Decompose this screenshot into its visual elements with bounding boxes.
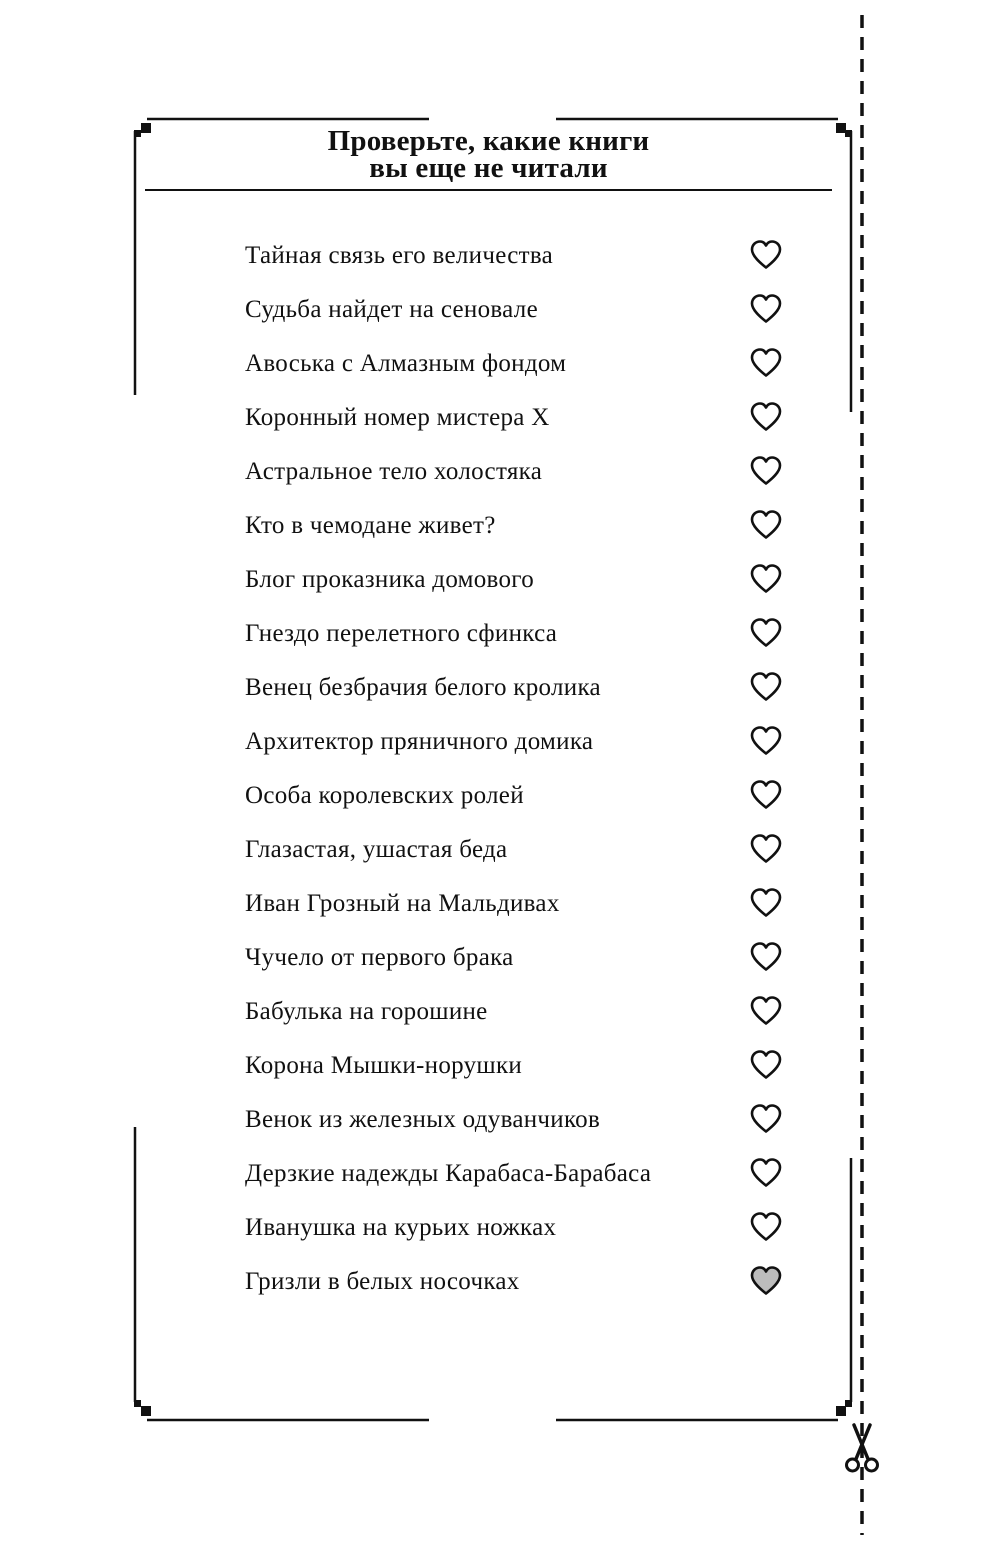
book-title: Тайная связь его величества [245, 242, 554, 269]
heart-icon[interactable] [749, 1103, 783, 1134]
book-title: Иванушка на курьих ножках [245, 1214, 557, 1241]
book-title: Гнездо перелетного сфинкса [245, 620, 558, 647]
book-title: Дерзкие надежды Карабаса-Барабаса [245, 1160, 652, 1187]
heart-icon[interactable] [749, 1049, 783, 1080]
book-row [245, 769, 805, 823]
heart-icon[interactable] [749, 563, 783, 594]
book-title: Бабулька на горошине [245, 998, 488, 1025]
heart-icon[interactable] [749, 293, 783, 324]
title-line-1: Проверьте, какие книги [327, 125, 650, 157]
book-row [245, 229, 805, 283]
book-title: Блог проказника домового [245, 566, 535, 593]
book-title: Иван Грозный на Мальдивах [245, 890, 560, 917]
book-title: Кто в чемодане живет? [245, 512, 496, 539]
book-row [245, 1147, 805, 1201]
heart-icon[interactable] [749, 401, 783, 432]
book-row [245, 1201, 805, 1255]
book-title: Венец безбрачия белого кролика [245, 674, 601, 701]
book-row [245, 553, 805, 607]
book-title: Гризли в белых носочках [245, 1268, 520, 1295]
heart-icon[interactable] [749, 239, 783, 270]
book-title: Особа королевских ролей [245, 782, 524, 809]
page-title [145, 125, 832, 184]
book-title: Авоська с Алмазным фондом [245, 350, 567, 377]
scissors-icon [843, 1423, 881, 1475]
book-title: Судьба найдет на сеновале [245, 296, 538, 323]
heart-icon[interactable] [749, 995, 783, 1026]
heart-icon[interactable] [749, 671, 783, 702]
book-row [245, 823, 805, 877]
book-row [245, 1255, 805, 1309]
book-row [245, 931, 805, 985]
book-row [245, 391, 805, 445]
book-title: Коронный номер мистера Х [245, 404, 550, 431]
heart-icon[interactable] [749, 1211, 783, 1242]
heart-icon[interactable] [749, 347, 783, 378]
heart-icon[interactable] [749, 1157, 783, 1188]
book-list [245, 229, 805, 1309]
book-row [245, 607, 805, 661]
book-row [245, 661, 805, 715]
book-row [245, 337, 805, 391]
book-row [245, 1093, 805, 1147]
heart-icon[interactable] [749, 1265, 783, 1296]
heart-icon[interactable] [749, 725, 783, 756]
heart-icon[interactable] [749, 455, 783, 486]
book-row [245, 499, 805, 553]
book-row [245, 877, 805, 931]
heart-icon[interactable] [749, 941, 783, 972]
book-title: Астральное тело холостяка [245, 458, 543, 485]
heart-icon[interactable] [749, 509, 783, 540]
book-title: Корона Мышки-норушки [245, 1052, 523, 1079]
book-row [245, 715, 805, 769]
book-title: Архитектор пряничного домика [245, 728, 594, 755]
book-row [245, 1039, 805, 1093]
heart-icon[interactable] [749, 833, 783, 864]
heart-icon[interactable] [749, 779, 783, 810]
book-row [245, 985, 805, 1039]
heart-icon[interactable] [749, 617, 783, 648]
book-title: Глазастая, ушастая беда [245, 836, 508, 863]
heart-icon[interactable] [749, 887, 783, 918]
book-title: Венок из железных одуванчиков [245, 1106, 601, 1133]
book-title: Чучело от первого брака [245, 944, 514, 971]
book-row [245, 283, 805, 337]
title-line-2: вы еще не читали [369, 152, 608, 184]
book-row [245, 445, 805, 499]
